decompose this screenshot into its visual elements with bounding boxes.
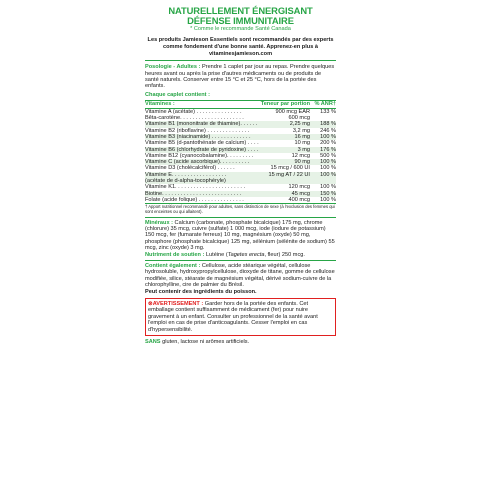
table-row bbox=[145, 197, 336, 203]
support-paragraph bbox=[145, 252, 336, 258]
cell-anr: 150 % bbox=[320, 190, 336, 197]
table-caption: Chaque caplet contient : bbox=[145, 91, 210, 98]
fish-notice: Peut contenir des ingrédients du poisson. bbox=[145, 288, 257, 295]
nutrient-table bbox=[145, 100, 336, 204]
cell-name: (acétate de d-alpha-tocophéryle) bbox=[145, 178, 226, 185]
cell-anr: 100 % bbox=[320, 171, 336, 178]
posology-label: Posologie - Adultes : bbox=[145, 64, 201, 71]
cell-amount: 400 mcg bbox=[288, 196, 310, 203]
cell-name: Vitamine K1. . . . . . . . . . . . . . . . . . . . . . . bbox=[145, 184, 245, 191]
support-text-before: Lutéine ( bbox=[204, 251, 228, 258]
cell-anr: 133 % bbox=[320, 108, 336, 115]
table-header bbox=[145, 101, 336, 109]
support-italic: Tagetes erecta bbox=[227, 251, 265, 258]
cell-name: Vitamine B1 (mononitrate de thiamine). . . . . . bbox=[145, 121, 258, 128]
table-footnote: † Apport nutritionnel recommandé pour adultes, sans distinction de sexe (à l'exclusion des femmes qui sont enceintes ou qui allaitent). bbox=[145, 204, 335, 215]
title-line-1: NATURELLEMENT ÉNERGISANT bbox=[168, 5, 313, 16]
cell-amount: 15 mg AT / 22 UI bbox=[268, 171, 310, 178]
cell-amount: 120 mcg bbox=[288, 184, 310, 191]
cell-amount: 12 mcg bbox=[291, 152, 310, 159]
support-text-after: , fleur) 250 mcg. bbox=[264, 251, 305, 258]
cell-anr: 100 % bbox=[320, 134, 336, 140]
cell-anr: 500 % bbox=[320, 152, 336, 159]
cell-anr: 246 % bbox=[320, 127, 336, 134]
cell-name: Biotine. . . . . . . . . . . . . . . . . . . . . . . . . . bbox=[145, 190, 242, 197]
cell-anr: 176 % bbox=[320, 146, 336, 153]
free-from-paragraph bbox=[145, 339, 336, 345]
supplement-label bbox=[145, 6, 336, 345]
cell-anr: 188 % bbox=[320, 121, 336, 128]
cell-amount: 16 mg bbox=[294, 134, 310, 140]
cell-amount: 2,25 mg bbox=[289, 121, 310, 128]
divider bbox=[145, 260, 336, 261]
contains-label: Contient également : bbox=[145, 262, 201, 269]
cell-amount: 90 mg bbox=[294, 159, 310, 166]
header-anr: % ANR† bbox=[314, 100, 336, 107]
contains-paragraph bbox=[145, 263, 336, 289]
minerals-label: Minéraux : bbox=[145, 219, 173, 226]
cell-amount: 3 mg bbox=[297, 146, 310, 153]
warning-box bbox=[145, 298, 336, 336]
cell-name: Vitamine B2 (riboflavine) . . . . . . . . . . . . . . bbox=[145, 127, 250, 134]
header-name: Vitamines : bbox=[145, 100, 175, 107]
cell-anr: 100 % bbox=[320, 196, 336, 203]
cell-amount: 10 mg bbox=[294, 140, 310, 147]
divider bbox=[145, 217, 336, 218]
header-amount: Teneur par portion bbox=[260, 100, 310, 107]
warning-icon: ⊗ bbox=[148, 300, 153, 307]
contains-text: Cellulose, acide stéarique végétal, cellulose hydrosoluble, hydroxypropylcellulose, dioxyde de titane, gomme de cellulose modifiée, silice, stéarate de magnésium végétal, dérivé sodium-cuivre de la chlorophylline, cire de palmier du Brésil. bbox=[145, 262, 335, 289]
cell-name: Vitamine A (acétate) . . . . . . . . . . . . . . . bbox=[145, 108, 242, 115]
cell-name: Folate (acide folique) . . . . . . . . . . . . . . . bbox=[145, 196, 244, 203]
minerals-text: Calcium (carbonate, phosphate bicalcique) 175 mg, chrome (chlorure) 35 mcg, cuivre (sulfate) 1 000 mcg, iode (iodure de potassium) 150 mcg, fer (fumarate ferreux) 10 mg, magnésium (oxyde) 50 mg, phosphore (phosphate bicalcique) 125 mg, sélénium (sélénite de sodium) 55 mcg, zinc (oxyde) 3 mg. bbox=[145, 219, 335, 252]
cell-name: Vitamine B12 (cyanocobalamine). . . . . . . . . bbox=[145, 152, 254, 159]
table-body bbox=[145, 109, 336, 203]
cell-amount: 15 mcg / 600 UI bbox=[270, 165, 310, 172]
cell-name: Vitamine B5 (d-pantothénate de calcium) . . . . bbox=[145, 140, 259, 147]
cell-name: Vitamine C (acide ascorbique). . . . . . . . . . bbox=[145, 159, 250, 166]
cell-name: Bêta-carotène. . . . . . . . . . . . . . . . . . . . . bbox=[145, 115, 244, 122]
cell-anr: 200 % bbox=[320, 140, 336, 147]
cell-name: Vitamine E. . . . . . . . . . . . . . . . . . bbox=[145, 171, 227, 178]
divider bbox=[145, 60, 336, 61]
cell-amount: 600 mcg bbox=[288, 115, 310, 122]
title-line-2: DÉFENSE IMMUNITAIRE bbox=[187, 15, 294, 26]
cell-anr: 100 % bbox=[320, 165, 336, 172]
cell-amount: 900 mcg EAR bbox=[275, 108, 310, 115]
posology-paragraph bbox=[145, 64, 336, 90]
subtitle: * Comme le recommande Santé Canada bbox=[190, 26, 291, 32]
support-label: Nutriment de soutien : bbox=[145, 251, 205, 258]
warning-text: Garder hors de la portée des enfants. Cet emballage contient suffisamment de médicament (fer) pour nuire gravement à un enfant. Consulter un professionnel de la santé avant l'emploi en cas de prise d'anticoagulants. Cesser l'emploi en cas d'hypersensibilité. bbox=[148, 300, 318, 333]
cell-anr: 100 % bbox=[320, 184, 336, 191]
posology-text: Prendre 1 caplet par jour au repas. Prendre quelques heures avant ou après la prise d'autres médicaments ou de produits de santé naturels. Conserver entre 15 °C et 25 °C, hors de la portée des enfants. bbox=[145, 64, 335, 90]
cell-name: Vitamine B6 (chlorhydrate de pyridoxine) . . . . bbox=[145, 146, 259, 153]
cell-name: Vitamine D3 (cholécalciférol) . . . . . . bbox=[145, 165, 235, 172]
cell-amount: 3,2 mg bbox=[292, 127, 310, 134]
warning-label: AVERTISSEMENT : bbox=[152, 300, 204, 307]
cell-anr: 100 % bbox=[320, 159, 336, 166]
cell-name: Vitamine B3 (niacinamide) . . . . . . . . . . . . . bbox=[145, 134, 251, 140]
free-from-label: SANS bbox=[145, 338, 161, 345]
cell-amount: 45 mcg bbox=[291, 190, 310, 197]
intro-text: Les produits Jamieson Essentiels sont recommandés par des experts comme fondement d'une bonne santé. Apprenez-en plus à vitaminesjamieson.com bbox=[147, 37, 334, 57]
free-from-text: gluten, lactose ni arômes artificiels. bbox=[160, 338, 250, 345]
minerals-paragraph bbox=[145, 220, 336, 252]
